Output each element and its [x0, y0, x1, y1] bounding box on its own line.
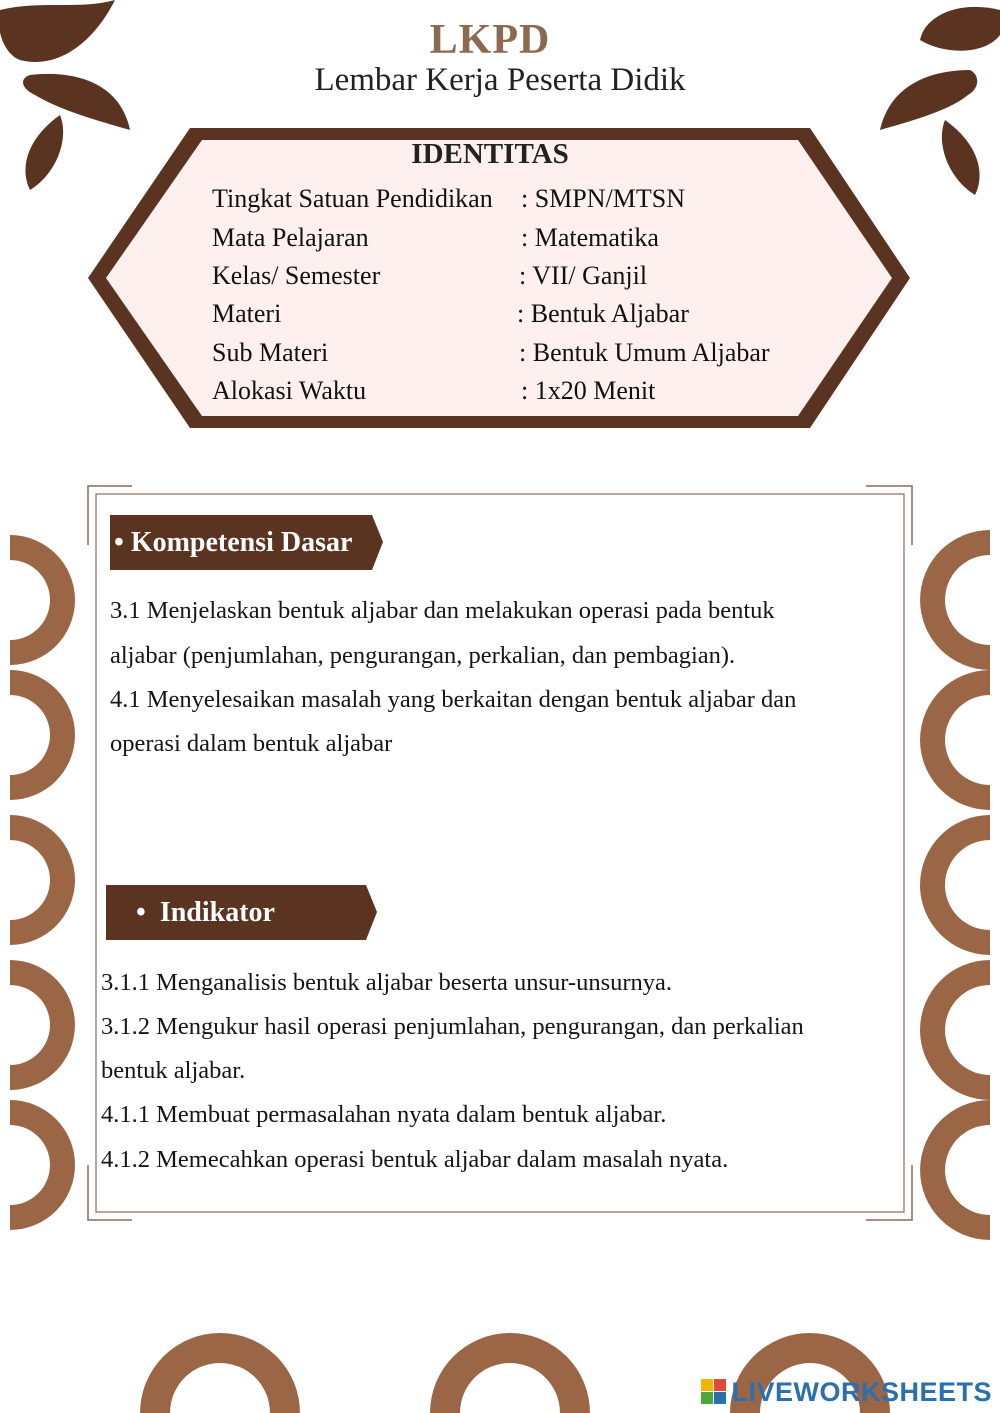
liveworksheets-logo[interactable]	[701, 1377, 992, 1407]
bullet-icon: •	[136, 897, 146, 928]
kompetensi-line: 4.1 Menyelesaikan masalah yang berkaitan dengan bentuk aljabar dan	[110, 686, 797, 713]
identity-label: Tingkat Satuan Pendidikan	[212, 184, 493, 213]
identity-value: : 1x20 Menit	[521, 376, 656, 405]
page-title: LKPD	[429, 17, 551, 63]
indikator-line: 3.1.1 Menganalisis bentuk aljabar beserta unsur-unsurnya.	[101, 969, 673, 996]
bullet-icon: •	[114, 527, 124, 558]
identity-label: Kelas/ Semester	[212, 261, 381, 290]
indikator-line: bentuk aljabar.	[101, 1057, 246, 1084]
kompetensi-line: aljabar (penjumlahan, pengurangan, perkalian, dan pembagian).	[110, 642, 736, 669]
kompetensi-dasar-label: Kompetensi Dasar	[130, 527, 353, 558]
kompetensi-dasar-heading	[114, 527, 352, 559]
liveworksheets-icon	[701, 1379, 727, 1405]
arc-decoration-right	[920, 530, 990, 1240]
identity-value: : Bentuk Umum Aljabar	[519, 338, 770, 367]
identity-value: : SMPN/MTSN	[521, 184, 685, 213]
identity-label: Alokasi Waktu	[212, 376, 367, 405]
page-subtitle: Lembar Kerja Peserta Didik	[314, 62, 686, 98]
indikator-line: 3.1.2 Mengukur hasil operasi penjumlahan, pengurangan, dan perkalian	[101, 1013, 804, 1040]
indikator-line: 4.1.1 Membuat permasalahan nyata dalam bentuk aljabar.	[101, 1101, 667, 1128]
identity-heading: IDENTITAS	[411, 138, 569, 170]
identity-label: Materi	[212, 299, 282, 328]
kompetensi-line: operasi dalam bentuk aljabar	[110, 730, 393, 757]
indikator-line: 4.1.2 Memecahkan operasi bentuk aljabar dalam masalah nyata.	[101, 1146, 729, 1173]
identity-value: : Bentuk Aljabar	[517, 299, 689, 328]
identity-label: Sub Materi	[212, 338, 329, 367]
arc-decoration-left	[10, 535, 75, 1230]
identity-value: : VII/ Ganjil	[519, 261, 648, 290]
indikator-heading	[136, 897, 275, 929]
liveworksheets-logo-text: LIVEWORKSHEETS	[731, 1376, 992, 1407]
indikator-label: Indikator	[159, 897, 275, 928]
identity-label: Mata Pelajaran	[212, 223, 369, 252]
kompetensi-line: 3.1 Menjelaskan bentuk aljabar dan melakukan operasi pada bentuk	[110, 597, 775, 624]
identity-value: : Matematika	[521, 223, 659, 252]
